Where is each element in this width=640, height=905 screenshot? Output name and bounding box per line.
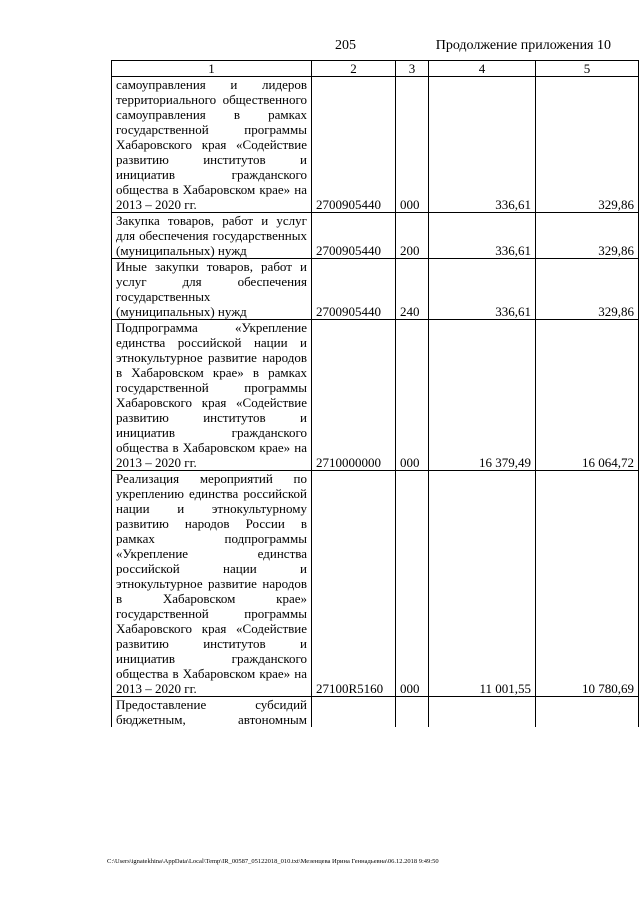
row-value-4: 336,61 [429,213,536,259]
row-code: 27100R5160 [312,471,396,697]
row-type: 000 [396,471,429,697]
row-value-4: 336,61 [429,77,536,213]
row-name: Реализация мероприятий по укреплению единства российской нации и этнокультурному развитию народов России в рамках подпрограммы «Укрепление единства российской нации и этнокультурное развитие народов в Хабаровском крае» государственной программы Хабаровского края «Содействие развитию институтов и инициатив гражданского общества в Хабаровском крае» на 2013 – 2020 гг. [112,471,312,697]
row-code: 2700905440 [312,77,396,213]
appendix-continuation-label: Продолжение приложения 10 [435,38,611,53]
row-value-4: 16 379,49 [429,320,536,471]
row-name: Закупка товаров, работ и услуг для обеспечения государственных (муниципальных) нужд [112,213,312,259]
row-value-5: 10 780,69 [536,471,639,697]
row-value-5: 329,86 [536,213,639,259]
table-row [112,213,639,259]
row-value-5 [536,697,639,728]
row-name: Иные закупки товаров, работ и услуг для обеспечения государственных (муниципальных) нужд [112,259,312,320]
row-name: Предоставление субсидий бюджетным, автономным [112,697,312,728]
table-row [112,471,639,697]
column-header-3: 3 [396,61,429,77]
page-number: 205 [335,38,356,53]
column-header-2: 2 [312,61,396,77]
file-path-footer: C:\Users\ignatekhina\AppData\Local\Temp\IR_00587_05122018_010.txt\Мезенцева Ирина Геннадьевна\06.12.2018 9:49:50 [107,858,439,865]
budget-table [111,60,639,727]
table-row [112,697,639,728]
row-value-4: 11 001,55 [429,471,536,697]
row-type [396,697,429,728]
row-type: 000 [396,77,429,213]
row-code: 2710000000 [312,320,396,471]
row-name: Подпрограмма «Укрепление единства российской нации и этнокультурное развитие народов в Хабаровском крае» в рамках государственной программы Хабаровского края «Содействие развитию институтов и инициатив гражданского общества в Хабаровском крае» на 2013 – 2020 гг. [112,320,312,471]
row-value-4 [429,697,536,728]
row-code: 2700905440 [312,259,396,320]
column-number-row [112,61,639,77]
column-header-5: 5 [536,61,639,77]
table-row [112,77,639,213]
row-name: самоуправления и лидеров территориального общественного самоуправления в рамках государственной программы Хабаровского края «Содействие развитию институтов и инициатив гражданского общества в Хабаровском крае» на 2013 – 2020 гг. [112,77,312,213]
row-value-5: 329,86 [536,259,639,320]
table-row [112,320,639,471]
row-code [312,697,396,728]
column-header-4: 4 [429,61,536,77]
row-type: 240 [396,259,429,320]
table-row [112,259,639,320]
row-value-5: 16 064,72 [536,320,639,471]
row-type: 000 [396,320,429,471]
row-code: 2700905440 [312,213,396,259]
row-value-5: 329,86 [536,77,639,213]
row-value-4: 336,61 [429,259,536,320]
column-header-1: 1 [112,61,312,77]
row-type: 200 [396,213,429,259]
